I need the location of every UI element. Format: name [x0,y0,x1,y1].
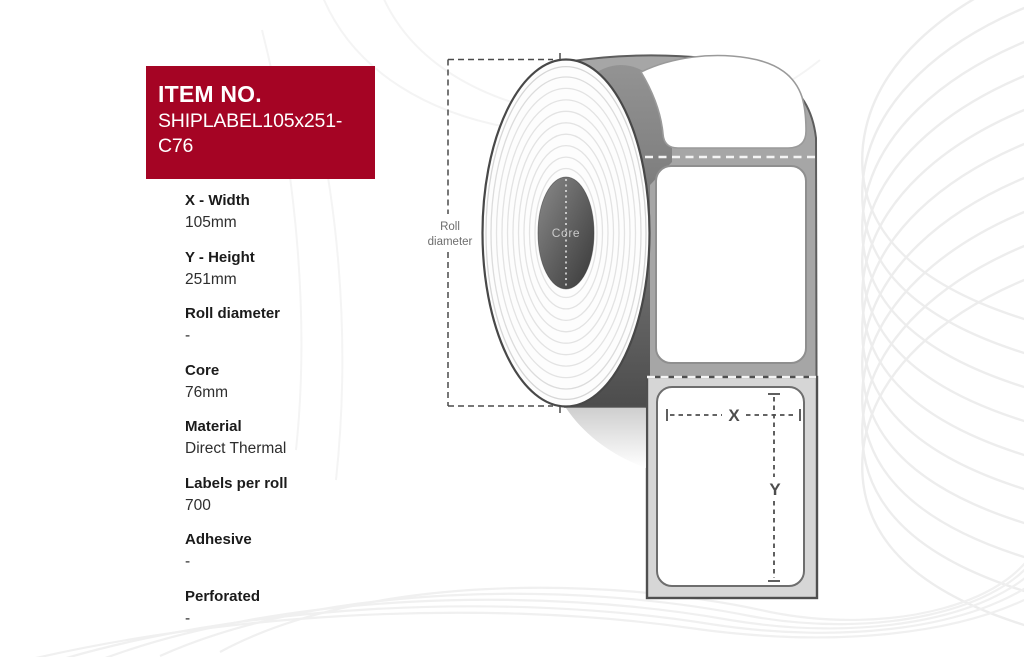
item-number-heading: ITEM NO. [158,81,262,107]
spec-row-x-width [185,190,415,234]
roll-diameter-label-line2: diameter [427,236,473,248]
x-dimension-label: X [728,406,740,425]
spec-label: Y - Height [185,248,255,266]
spec-row-adhesive [185,529,415,573]
main-label [656,166,806,363]
y-dimension-label: Y [769,480,781,499]
spec-row-roll-diameter [185,303,415,347]
roll-diameter-label-line1: Roll [440,221,460,233]
spec-row-perforated [185,586,415,630]
spec-label: X - Width [185,192,250,209]
spec-row-y-height [185,247,415,291]
spec-row-core [185,360,415,404]
item-number-box [146,66,375,179]
spec-value: - [185,609,191,627]
spec-value: 251mm [185,270,237,288]
core-label: Core [551,226,581,240]
spec-value: Direct Thermal [185,440,287,457]
spec-value: 105mm [185,214,237,231]
spec-label: Perforated [185,587,261,605]
spec-row-labels-per-roll [185,473,415,517]
spec-label: Labels per roll [185,474,288,492]
spec-label: Core [185,361,220,379]
spec-value: 700 [185,496,211,514]
top-curved-label [641,56,806,148]
spec-label: Roll diameter [185,305,281,322]
spec-value: - [185,553,191,570]
spec-label: Material [185,418,242,435]
spec-list [185,190,415,642]
spec-label: Adhesive [185,531,252,548]
spec-value: - [185,327,191,344]
spec-row-material [185,416,415,460]
roll-base-shadow [566,408,646,468]
spec-value: 76mm [185,383,229,401]
item-number-code: SHIPLABEL105x251-C76 [158,110,343,157]
